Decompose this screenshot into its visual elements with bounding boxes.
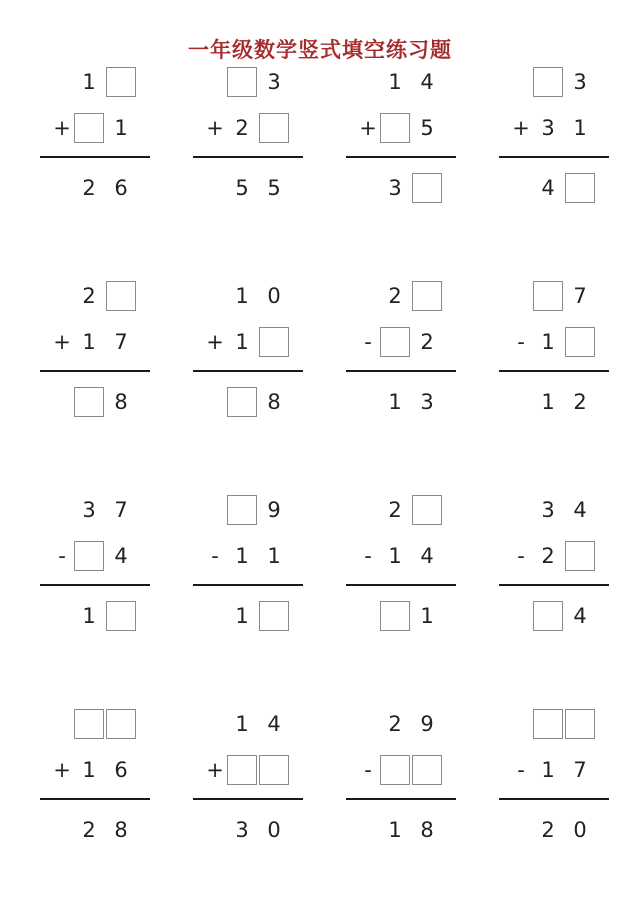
top-operand <box>499 708 609 740</box>
digit: 1 <box>235 544 249 568</box>
digit: 3 <box>420 390 434 414</box>
digit: 2 <box>82 284 96 308</box>
top-operand <box>193 708 303 740</box>
digit: 5 <box>235 176 249 200</box>
digit: 3 <box>235 818 249 842</box>
answer-box[interactable] <box>412 281 442 311</box>
digit: 1 <box>388 544 402 568</box>
digit: 4 <box>420 544 434 568</box>
operator: + <box>206 758 224 782</box>
problem-4 <box>499 66 609 216</box>
answer-box[interactable] <box>259 601 289 631</box>
digit: 1 <box>235 330 249 354</box>
result <box>499 172 609 204</box>
result <box>193 814 303 846</box>
result <box>40 172 150 204</box>
answer-box[interactable] <box>74 113 104 143</box>
bottom-operand <box>40 754 150 786</box>
top-operand <box>499 280 609 312</box>
operator: + <box>206 330 224 354</box>
top-operand <box>346 708 456 740</box>
answer-box[interactable] <box>74 387 104 417</box>
digit: 1 <box>541 758 555 782</box>
digit: 1 <box>235 604 249 628</box>
operator: + <box>53 330 71 354</box>
digit: 2 <box>82 176 96 200</box>
sum-line <box>499 156 609 158</box>
worksheet-title: 一年级数学竖式填空练习题 <box>188 37 452 62</box>
digit: 1 <box>420 604 434 628</box>
digit: 2 <box>541 818 555 842</box>
result <box>346 386 456 418</box>
problem-8 <box>499 280 609 430</box>
operator: + <box>512 116 530 140</box>
answer-box[interactable] <box>227 495 257 525</box>
answer-box[interactable] <box>227 755 257 785</box>
digit: 5 <box>267 176 281 200</box>
digit: 2 <box>235 116 249 140</box>
digit: 1 <box>114 116 128 140</box>
digit: 2 <box>420 330 434 354</box>
result <box>346 814 456 846</box>
problem-1 <box>40 66 150 216</box>
bottom-operand <box>499 754 609 786</box>
answer-box[interactable] <box>259 755 289 785</box>
digit: 7 <box>573 284 587 308</box>
problem-13 <box>40 708 150 858</box>
digit: 3 <box>267 70 281 94</box>
result <box>40 814 150 846</box>
top-operand <box>499 494 609 526</box>
problem-11 <box>346 494 456 644</box>
digit: 4 <box>420 70 434 94</box>
sum-line <box>346 798 456 800</box>
sum-line <box>40 370 150 372</box>
sum-line <box>346 584 456 586</box>
operator: + <box>53 116 71 140</box>
top-operand <box>40 494 150 526</box>
answer-box[interactable] <box>565 709 595 739</box>
bottom-operand <box>346 754 456 786</box>
digit: 3 <box>541 498 555 522</box>
digit: 1 <box>388 390 402 414</box>
problem-2 <box>193 66 303 216</box>
digit: 8 <box>420 818 434 842</box>
digit: 1 <box>573 116 587 140</box>
top-operand <box>499 66 609 98</box>
result <box>40 386 150 418</box>
bottom-operand <box>346 326 456 358</box>
problem-7 <box>346 280 456 430</box>
answer-box[interactable] <box>227 387 257 417</box>
digit: 5 <box>420 116 434 140</box>
digit: 4 <box>114 544 128 568</box>
answer-box[interactable] <box>565 541 595 571</box>
operator: + <box>206 116 224 140</box>
sum-line <box>193 370 303 372</box>
answer-box[interactable] <box>412 495 442 525</box>
digit: 1 <box>388 70 402 94</box>
result <box>193 600 303 632</box>
problem-5 <box>40 280 150 430</box>
answer-box[interactable] <box>106 67 136 97</box>
digit: 2 <box>541 544 555 568</box>
digit: 1 <box>541 330 555 354</box>
digit: 1 <box>235 712 249 736</box>
result <box>499 814 609 846</box>
digit: 4 <box>541 176 555 200</box>
answer-box[interactable] <box>106 601 136 631</box>
digit: 9 <box>420 712 434 736</box>
problem-16 <box>499 708 609 858</box>
answer-box[interactable] <box>565 173 595 203</box>
digit: 2 <box>573 390 587 414</box>
digit: 2 <box>388 712 402 736</box>
sum-line <box>40 584 150 586</box>
sum-line <box>499 584 609 586</box>
digit: 2 <box>388 498 402 522</box>
digit: 7 <box>573 758 587 782</box>
operator: - <box>364 330 372 354</box>
digit: 1 <box>541 390 555 414</box>
answer-box[interactable] <box>380 755 410 785</box>
result <box>499 386 609 418</box>
answer-box[interactable] <box>533 601 563 631</box>
problem-14 <box>193 708 303 858</box>
answer-box[interactable] <box>106 709 136 739</box>
operator: - <box>517 758 525 782</box>
digit: 1 <box>82 70 96 94</box>
problem-3 <box>346 66 456 216</box>
digit: 4 <box>573 498 587 522</box>
result <box>346 172 456 204</box>
sum-line <box>193 584 303 586</box>
top-operand <box>193 66 303 98</box>
operator: + <box>359 116 377 140</box>
answer-box[interactable] <box>74 709 104 739</box>
digit: 4 <box>267 712 281 736</box>
digit: 8 <box>267 390 281 414</box>
top-operand <box>193 494 303 526</box>
problem-15 <box>346 708 456 858</box>
answer-box[interactable] <box>565 327 595 357</box>
digit: 0 <box>267 284 281 308</box>
answer-box[interactable] <box>380 113 410 143</box>
answer-box[interactable] <box>412 173 442 203</box>
top-operand <box>40 66 150 98</box>
top-operand <box>40 280 150 312</box>
answer-box[interactable] <box>74 541 104 571</box>
answer-box[interactable] <box>259 327 289 357</box>
answer-box[interactable] <box>412 755 442 785</box>
digit: 1 <box>82 330 96 354</box>
answer-box[interactable] <box>380 601 410 631</box>
sum-line <box>499 798 609 800</box>
digit: 6 <box>114 758 128 782</box>
sum-line <box>193 798 303 800</box>
digit: 1 <box>82 604 96 628</box>
operator: - <box>517 544 525 568</box>
sum-line <box>40 156 150 158</box>
sum-line <box>499 370 609 372</box>
digit: 1 <box>235 284 249 308</box>
bottom-operand <box>40 326 150 358</box>
digit: 9 <box>267 498 281 522</box>
digit: 0 <box>267 818 281 842</box>
result <box>193 172 303 204</box>
result <box>346 600 456 632</box>
digit: 2 <box>82 818 96 842</box>
digit: 1 <box>82 758 96 782</box>
answer-box[interactable] <box>380 327 410 357</box>
top-operand <box>346 280 456 312</box>
bottom-operand <box>40 112 150 144</box>
result <box>40 600 150 632</box>
digit: 2 <box>388 284 402 308</box>
result <box>499 600 609 632</box>
bottom-operand <box>499 540 609 572</box>
answer-box[interactable] <box>106 281 136 311</box>
problem-10 <box>193 494 303 644</box>
bottom-operand <box>193 540 303 572</box>
digit: 0 <box>573 818 587 842</box>
digit: 8 <box>114 390 128 414</box>
digit: 3 <box>541 116 555 140</box>
bottom-operand <box>40 540 150 572</box>
top-operand <box>193 280 303 312</box>
bottom-operand <box>193 754 303 786</box>
operator: + <box>53 758 71 782</box>
operator: - <box>364 544 372 568</box>
digit: 3 <box>573 70 587 94</box>
operator: - <box>58 544 66 568</box>
answer-box[interactable] <box>259 113 289 143</box>
top-operand <box>40 708 150 740</box>
result <box>193 386 303 418</box>
problem-6 <box>193 280 303 430</box>
problem-9 <box>40 494 150 644</box>
digit: 7 <box>114 330 128 354</box>
answer-box[interactable] <box>533 281 563 311</box>
sum-line <box>40 798 150 800</box>
digit: 4 <box>573 604 587 628</box>
digit: 6 <box>114 176 128 200</box>
operator: - <box>364 758 372 782</box>
answer-box[interactable] <box>533 709 563 739</box>
digit: 1 <box>388 818 402 842</box>
bottom-operand <box>193 112 303 144</box>
operator: - <box>517 330 525 354</box>
bottom-operand <box>193 326 303 358</box>
digit: 1 <box>267 544 281 568</box>
sum-line <box>346 156 456 158</box>
problem-12 <box>499 494 609 644</box>
bottom-operand <box>346 540 456 572</box>
bottom-operand <box>499 326 609 358</box>
digit: 3 <box>82 498 96 522</box>
answer-box[interactable] <box>227 67 257 97</box>
answer-box[interactable] <box>533 67 563 97</box>
top-operand <box>346 494 456 526</box>
sum-line <box>193 156 303 158</box>
digit: 3 <box>388 176 402 200</box>
top-operand <box>346 66 456 98</box>
digit: 7 <box>114 498 128 522</box>
digit: 8 <box>114 818 128 842</box>
bottom-operand <box>346 112 456 144</box>
bottom-operand <box>499 112 609 144</box>
operator: - <box>211 544 219 568</box>
sum-line <box>346 370 456 372</box>
